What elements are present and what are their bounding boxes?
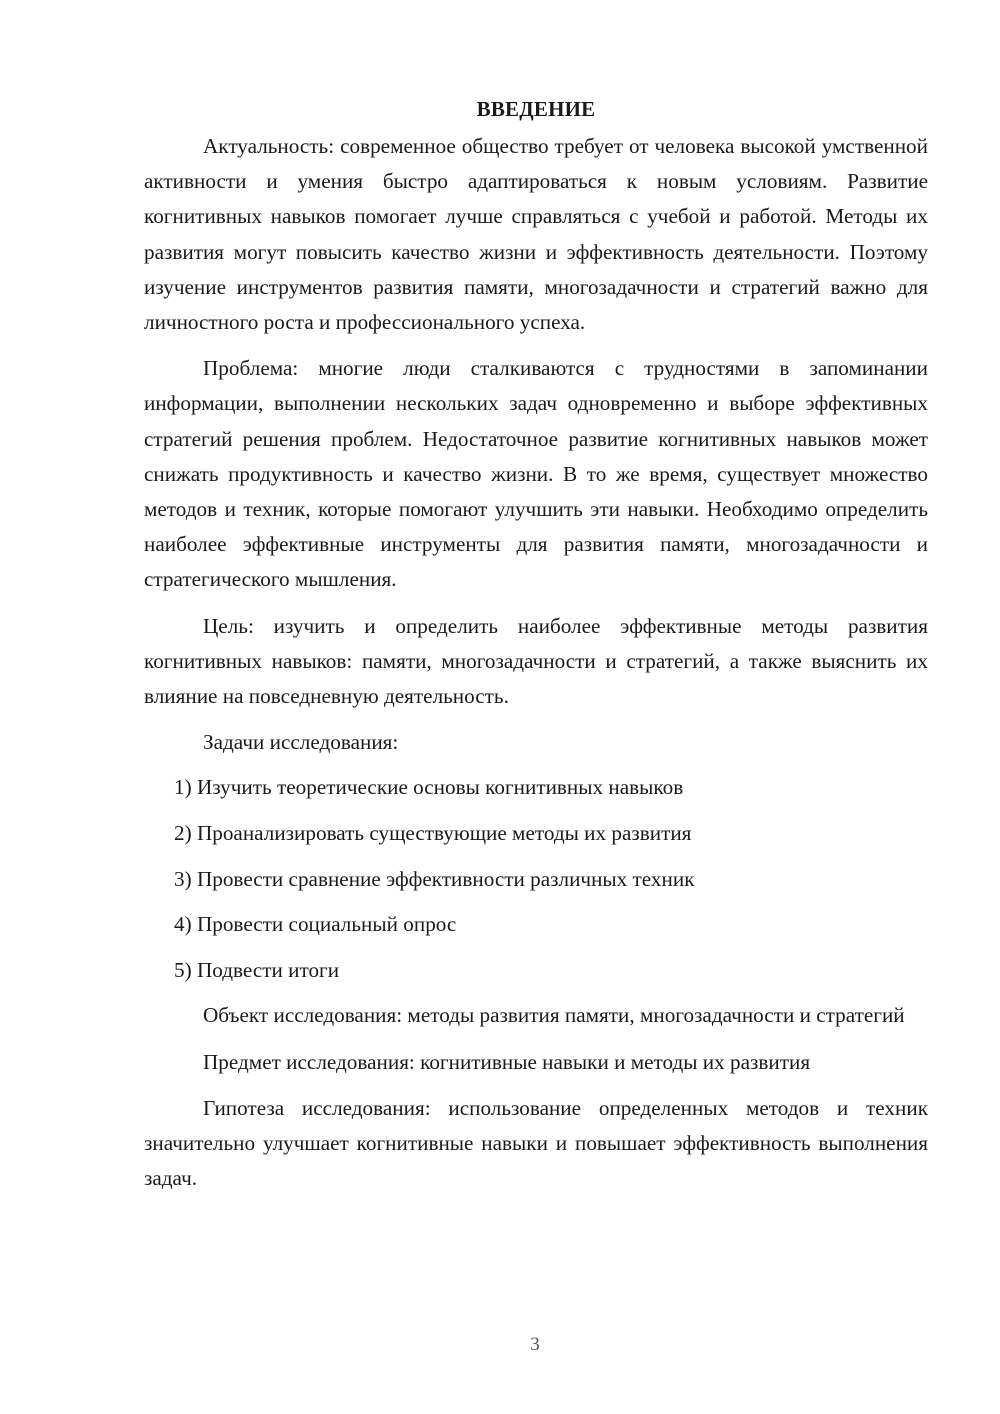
paragraph-problem: Проблема: многие люди сталкиваются с трудностями в запоминании информации, выполнении нескольких задач одновременно и выборе эффективных стратегий решения проблем. Недостаточное развитие когнитивных навыков может снижать продуктивность и качество жизни. В то же время, существует множество методов и техник, которые помогают улучшить эти навыки. Необходимо определить наиболее эффективные инструменты для развития памяти, многозадачности и стратегического мышления. [144, 356, 928, 592]
tasks-list [144, 770, 928, 988]
tasks-heading: Задачи исследования: [203, 730, 399, 755]
paragraph-subject: Предмет исследования: когнитивные навыки и методы их развития [203, 1049, 811, 1074]
page-number: 3 [530, 1334, 540, 1355]
page-content [144, 92, 928, 1207]
list-item: 2) Проанализировать существующие методы их развития [174, 821, 692, 846]
list-item: 1) Изучить теоретические основы когнитивных навыков [174, 775, 684, 800]
paragraph-goal: Цель: изучить и определить наиболее эффективные методы развития когнитивных навыков: памяти, многозадачности и стратегий, а также выяснить их влияние на повседневную деятельность. [144, 613, 928, 709]
list-item: 3) Провести сравнение эффективности различных техник [174, 866, 695, 891]
paragraph-relevance: Актуальность: современное общество требует от человека высокой умственной активности и умения быстро адаптироваться к новым условиям. Развитие когнитивных навыков помогает лучше справляться с учебой и работой. Методы их развития могут повысить качество жизни и эффективность деятельности. Поэтому изучение инструментов развития памяти, многозадачности и стратегий важно для личностного роста и профессионального успеха. [144, 134, 928, 335]
paragraph-object: Объект исследования: методы развития памяти, многозадачности и стратегий [203, 1003, 905, 1028]
paragraph-hypothesis: Гипотеза исследования: использование определенных методов и техник значительно улучшает когнитивные навыки и повышает эффективность выполнения задач. [144, 1095, 928, 1191]
list-item: 4) Провести социальный опрос [174, 912, 457, 937]
page-title: ВВЕДЕНИЕ [476, 97, 596, 121]
list-item: 5) Подвести итоги [174, 957, 340, 982]
